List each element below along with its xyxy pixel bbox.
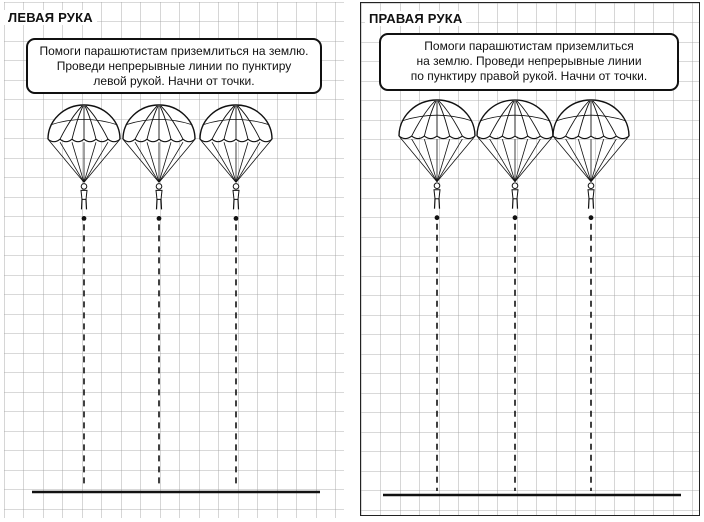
suspension-line [399, 136, 437, 182]
suspension-line [515, 136, 553, 182]
suspension-line [591, 139, 604, 182]
suspension-line [159, 142, 183, 182]
suspension-line [412, 139, 437, 182]
jumper-head [81, 184, 87, 190]
suspension-line [84, 142, 108, 182]
suspension-line [212, 142, 236, 182]
suspension-line [591, 139, 616, 182]
jumper-legs [589, 199, 594, 209]
parachute [48, 105, 120, 209]
suspension-line [553, 136, 591, 182]
suspension-line [159, 142, 171, 182]
suspension-line [200, 139, 236, 182]
jumper-body [81, 190, 87, 199]
page-title: ЛЕВАЯ РУКА [4, 10, 97, 25]
jumper-head [512, 183, 518, 189]
jumper-legs [234, 199, 239, 209]
suspension-line [490, 139, 515, 182]
suspension-line [591, 136, 629, 182]
suspension-line [135, 142, 159, 182]
suspension-line [515, 139, 540, 182]
instruction-line: Помоги парашютистам приземлиться [424, 39, 634, 53]
canopy-edge [48, 139, 120, 142]
parachutes-figure [4, 2, 344, 518]
suspension-line [123, 139, 159, 182]
parachute [399, 100, 475, 209]
jumper-head [588, 183, 594, 189]
canopy-edge [399, 136, 475, 139]
suspension-line [72, 142, 84, 182]
start-dot [589, 215, 594, 220]
start-dot [82, 216, 87, 221]
parachute [200, 105, 272, 209]
instruction-line: левой рукой. Начни от точки. [93, 74, 255, 88]
suspension-line [424, 139, 437, 182]
jumper-legs [435, 199, 440, 209]
right-page [360, 2, 700, 516]
suspension-line [437, 139, 450, 182]
parachute [477, 100, 553, 209]
jumper-head [434, 183, 440, 189]
instruction-line: Помоги парашютистам приземлиться на землю. [39, 44, 309, 58]
suspension-line [84, 142, 96, 182]
jumper-body [588, 190, 594, 199]
canopy-edge [477, 136, 553, 139]
canopy-edge [200, 139, 272, 142]
jumper-legs [82, 199, 87, 209]
jumper-legs [513, 199, 518, 209]
parachute [123, 105, 195, 209]
instruction-line: Проведи непрерывные линии по пунктиру [56, 59, 292, 73]
parachutes-figure [361, 3, 700, 516]
jumper-body [434, 190, 440, 199]
canopy-edge [123, 139, 195, 142]
suspension-line [502, 139, 515, 182]
instruction-line: на землю. Проведи непрерывные линии [416, 54, 642, 68]
suspension-line [159, 139, 195, 182]
jumper-body [156, 190, 162, 199]
suspension-line [224, 142, 236, 182]
instruction-line: по пунктиру правой рукой. Начни от точки. [410, 69, 648, 83]
canopy-edge [553, 136, 629, 139]
page-title: ПРАВАЯ РУКА [365, 11, 466, 26]
suspension-line [236, 139, 272, 182]
suspension-line [437, 139, 462, 182]
suspension-line [477, 136, 515, 182]
jumper-body [233, 190, 239, 199]
jumper-head [233, 184, 239, 190]
suspension-line [236, 142, 260, 182]
jumper-body [512, 190, 518, 199]
suspension-line [84, 139, 120, 182]
left-page [4, 2, 344, 518]
jumper-legs [157, 199, 162, 209]
start-dot [234, 216, 239, 221]
suspension-line [48, 139, 84, 182]
suspension-line [147, 142, 159, 182]
suspension-line [566, 139, 591, 182]
start-dot [513, 215, 518, 220]
parachute [553, 100, 629, 209]
suspension-line [60, 142, 84, 182]
suspension-line [437, 136, 475, 182]
start-dot [157, 216, 162, 221]
start-dot [435, 215, 440, 220]
suspension-line [236, 142, 248, 182]
suspension-line [578, 139, 591, 182]
jumper-head [156, 184, 162, 190]
suspension-line [515, 139, 528, 182]
